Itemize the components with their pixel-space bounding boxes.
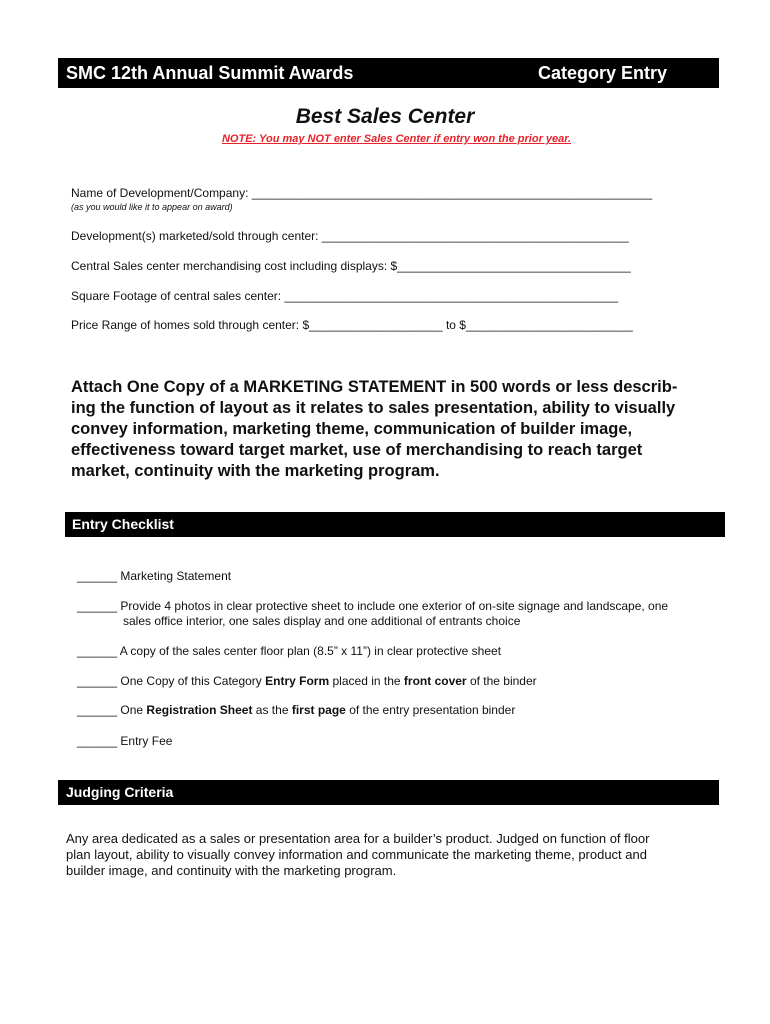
checklist-item-label: placed in the <box>332 674 401 688</box>
statement-line: market, continuity with the marketing program. <box>71 462 440 480</box>
header-right-title: Category Entry <box>537 62 667 83</box>
company-name-field[interactable]: Name of Development/Company: ____________________________________________________________ <box>71 186 653 200</box>
merchandising-cost-field[interactable]: Central Sales center merchandising cost including displays: $___________________________________ <box>71 259 631 273</box>
checklist-item-label: One Copy of this Category <box>120 674 262 688</box>
checklist-item-label: of the entry presentation binder <box>349 703 516 717</box>
judging-line: Any area dedicated as a sales or presentation area for a builder’s product. Judged on function of floor <box>66 831 650 846</box>
checklist-item-photos[interactable] <box>77 599 727 629</box>
entry-form-emphasis: Entry Form <box>265 674 330 688</box>
checklist-item-marketing[interactable] <box>77 569 727 584</box>
page-title: Best Sales Center <box>295 105 475 128</box>
entry-checklist-heading: Entry Checklist <box>65 512 725 537</box>
marketing-statement-instructions <box>71 377 731 482</box>
judging-line: plan layout, ability to visually convey information and communicate the marketing theme, product and <box>66 847 647 862</box>
checklist-item-label: as the <box>255 703 289 717</box>
front-cover-emphasis: front cover <box>403 674 467 688</box>
first-page-emphasis: first page <box>291 703 346 717</box>
checklist-item-floorplan[interactable] <box>77 644 727 659</box>
statement-line: convey information, marketing theme, communication of builder image, <box>71 420 633 438</box>
statement-line: Attach One Copy of a MARKETING STATEMENT in 500 words or less describ- <box>71 378 678 396</box>
checklist-blank: ______ <box>77 569 118 583</box>
judging-line: builder image, and continuity with the marketing program. <box>66 863 397 878</box>
checklist-item-label: Marketing Statement <box>120 569 232 583</box>
checklist-item-label: of the binder <box>469 674 537 688</box>
judging-criteria-heading: Judging Criteria <box>58 780 719 805</box>
registration-sheet-emphasis: Registration Sheet <box>146 703 253 717</box>
header-left-title: SMC 12th Annual Summit Awards <box>66 62 354 83</box>
company-name-hint: (as you would like it to appear on award) <box>71 202 233 212</box>
statement-line: effectiveness toward target market, use of merchandising to reach target <box>71 441 643 459</box>
developments-field[interactable]: Development(s) marketed/sold through center: ______________________________________________ <box>71 229 629 243</box>
checklist-item-label-continued: sales office interior, one sales display and one additional of entrants choice <box>123 614 521 628</box>
checklist-item-label: Entry Fee <box>120 734 173 748</box>
checklist-blank: ______ <box>77 703 118 717</box>
checklist-item-fee[interactable] <box>77 734 727 749</box>
header-bar <box>58 58 719 88</box>
checklist-item-label: A copy of the sales center floor plan (8.5” x 11”) in clear protective sheet <box>119 644 502 658</box>
checklist-item-label: One <box>120 703 144 717</box>
checklist-blank: ______ <box>77 644 118 658</box>
checklist-blank: ______ <box>77 734 118 748</box>
checklist-blank: ______ <box>77 599 118 613</box>
square-footage-field[interactable]: Square Footage of central sales center: __________________________________________________ <box>71 289 619 303</box>
checklist-item-label: Provide 4 photos in clear protective sheet to include one exterior of on-site signage and landscape, one <box>120 599 669 613</box>
eligibility-note: NOTE: You may NOT enter Sales Center if entry won the prior year. <box>221 133 572 145</box>
checklist-item-registration[interactable] <box>77 703 727 718</box>
statement-line: ing the function of layout as it relates to sales presentation, ability to visually <box>71 399 676 417</box>
checklist-item-entry-form[interactable] <box>77 674 727 689</box>
checklist-blank: ______ <box>77 674 118 688</box>
judging-criteria-text <box>66 831 716 879</box>
price-range-field[interactable]: Price Range of homes sold through center: $____________________ to $_________________________ <box>71 318 633 332</box>
